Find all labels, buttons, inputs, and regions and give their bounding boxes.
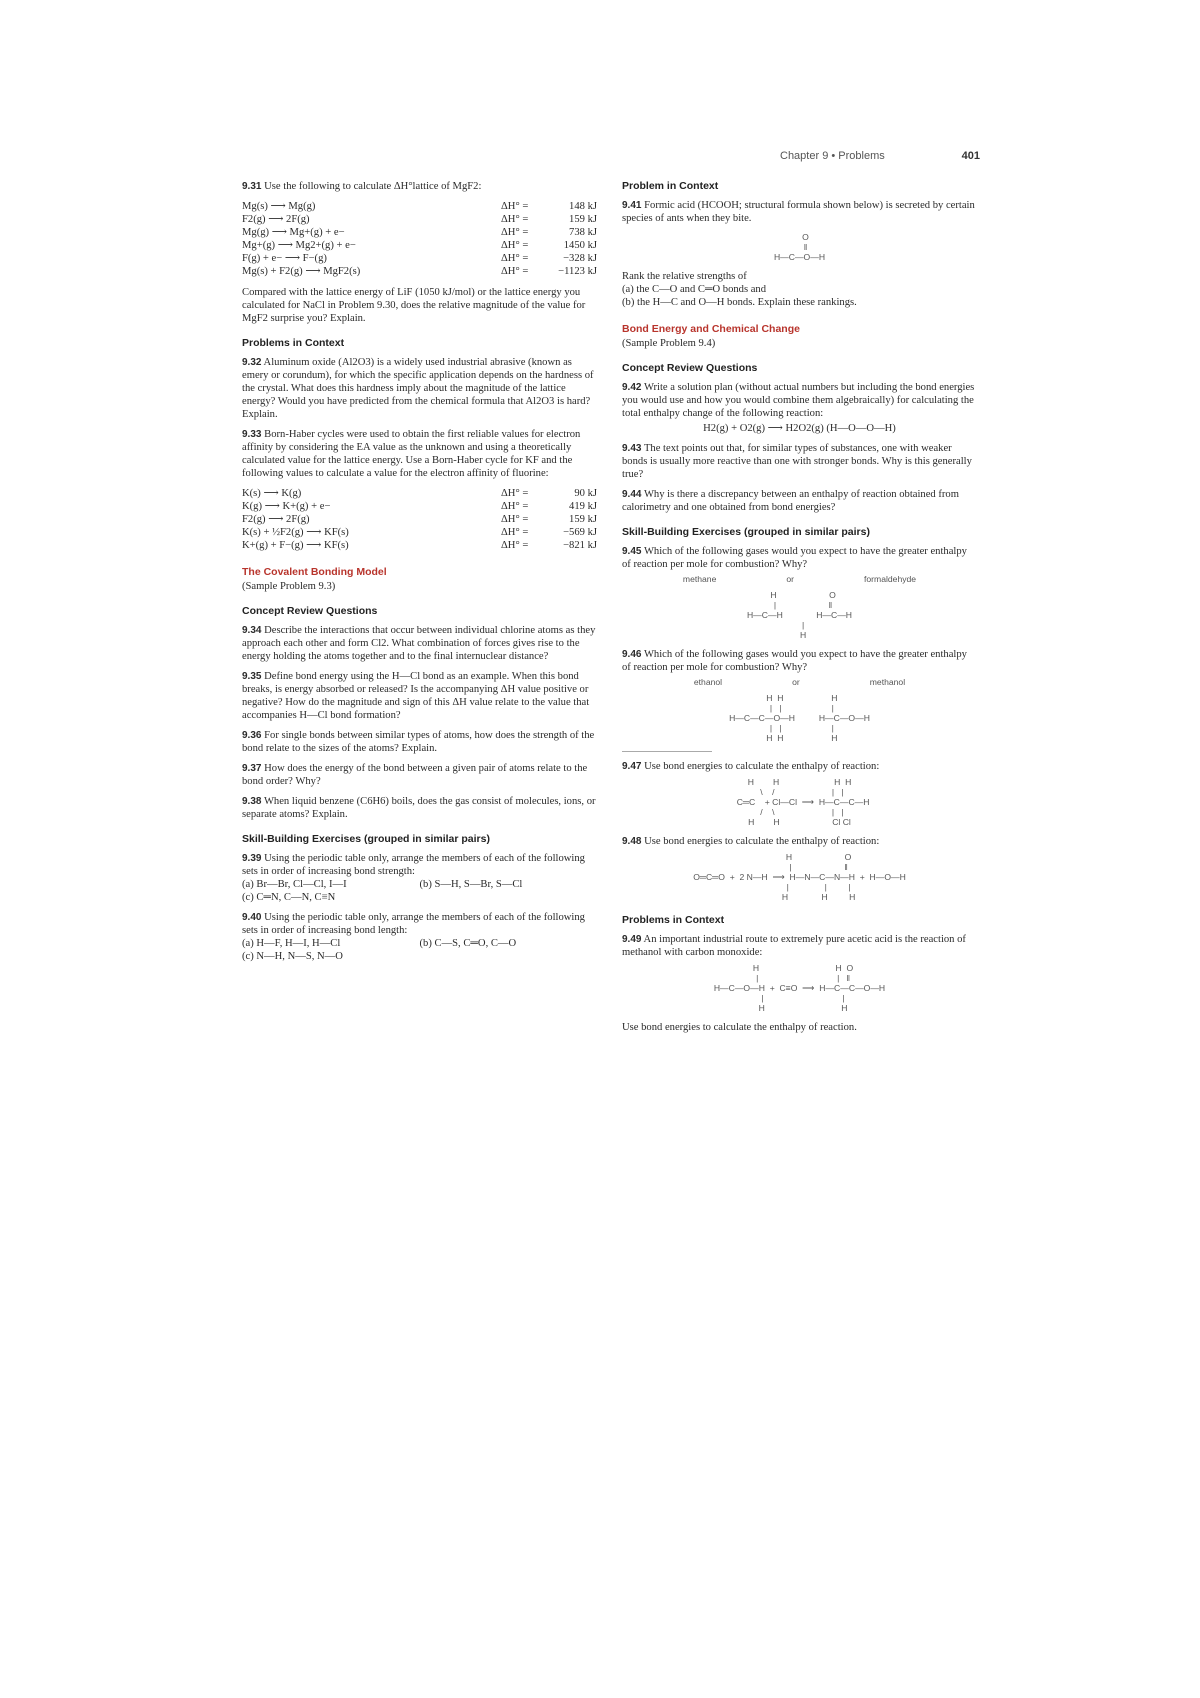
equation-row: K(s) + ½F2(g) ⟶ KF(s) ΔH° = −569 kJ [242, 527, 597, 538]
equation-9-42: H2(g) + O2(g) ⟶ H2O2(g) (H—O—O—H) [703, 423, 896, 434]
problem-9-42: 9.42 Write a solution plan (without actual numbers but including the bond energies you would use and how you would combine them algebraically) for calculating the total enthalpy change of the following reaction: [622, 382, 975, 419]
page-header [780, 150, 980, 162]
equation-row: Mg+(g) ⟶ Mg2+(g) + e− ΔH° = 1450 kJ [242, 240, 597, 251]
equation-row: Mg(g) ⟶ Mg+(g) + e− ΔH° = 738 kJ [242, 227, 597, 238]
section-heading: Skill-Building Exercises (grouped in similar pairs) [622, 526, 870, 538]
page-number: 401 [961, 150, 980, 162]
left-column [242, 180, 597, 963]
problem-9-32: 9.32 Aluminum oxide (Al2O3) is a widely used industrial abrasive (known as emery or corundum), for which the specific application depends on the hardness of the crystal. What does this hardness imply about the magnitude of the lattice energy? Would you have predicted from the chemical formula that Al2O3 is hard? Explain. [242, 357, 594, 420]
structure-labels: methane or formaldehyde [682, 574, 917, 584]
options-9-39: (a) Br—Br, Cl—Cl, I—I (b) S—H, S—Br, S—Cl (c) C═N, C—N, C≡N [242, 879, 523, 903]
reaction-9-47: H H H H \ / | | C═C + Cl—Cl ⟶ H—C—C—H / \ | | H H Cl Cl [736, 777, 870, 827]
equation-row: F2(g) ⟶ 2F(g) ΔH° = 159 kJ [242, 214, 597, 225]
problem-9-49-followup: Use bond energies to calculate the enthalpy of reaction. [622, 1022, 857, 1033]
section-heading: Problems in Context [622, 914, 725, 926]
problem-9-41: 9.41 Formic acid (HCOOH; structural formula shown below) is secreted by certain species of ants when they bite. [622, 200, 975, 224]
problem-9-39: 9.39 Using the periodic table only, arrange the members of each of the following sets in order of increasing bond strength: [242, 853, 585, 877]
problem-9-35: 9.35 Define bond energy using the H—Cl bond as an example. When this bond breaks, is energy absorbed or released? Is the accompanying ΔH value positive or negative? How do the magnitude and sign of this ΔH value relate to the value that accompanies H—Cl bond formation? [242, 671, 590, 721]
structure-labels: ethanol or methanol [693, 677, 906, 687]
divider [622, 751, 712, 752]
problem-9-37: 9.37 How does the energy of the bond between a given pair of atoms relate to the bond order? Why? [242, 763, 588, 787]
equation-table-9-33 [242, 487, 597, 552]
equation-row: Mg(s) + F2(g) ⟶ MgF2(s) ΔH° = −1123 kJ [242, 266, 597, 277]
problem-9-36: 9.36 For single bonds between similar types of atoms, how does the strength of the bond relate to the sizes of the atoms? Explain. [242, 730, 595, 754]
equation-table-9-31 [242, 200, 597, 278]
equation-row: K(g) ⟶ K+(g) + e− ΔH° = 419 kJ [242, 501, 597, 512]
methane-formaldehyde-structures: H O | ‖ H—C—H H—C—H | H [746, 590, 853, 640]
chapter-label: Chapter 9 • Problems [780, 150, 885, 162]
ethanol-methanol-structures: H H H | | | H—C—C—O—H H—C—O—H | | | H H H [729, 693, 870, 743]
equation-row: K+(g) + F−(g) ⟶ KF(s) ΔH° = −821 kJ [242, 540, 597, 551]
equation-row: F(g) + e− ⟶ F−(g) ΔH° = −328 kJ [242, 253, 597, 264]
problem-9-31-followup: Compared with the lattice energy of LiF (1050 kJ/mol) or the lattice energy you calculated for NaCl in Problem 9.30, does the relative magnitude of the value for MgF2 surprise you? Explain. [242, 287, 586, 324]
options-9-40: (a) H—F, H—I, H—Cl (b) C—S, C═O, C—O (c) N—H, N—S, N—O [242, 938, 517, 962]
section-heading: Concept Review Questions [622, 362, 758, 374]
section-title-red: Bond Energy and Chemical Change [622, 323, 800, 335]
equation-row: Mg(s) ⟶ Mg(g) ΔH° = 148 kJ [242, 201, 597, 212]
equation-row: K(s) ⟶ K(g) ΔH° = 90 kJ [242, 488, 597, 499]
problem-9-43: 9.43 The text points out that, for similar types of substances, one with weaker bonds is usually more reactive than one with stronger bonds. Why is this generally true? [622, 443, 972, 480]
reaction-9-48: H O | ‖ O═C═O + 2 N—H ⟶ H—N—C—N—H + H—O—H | | | H H H [693, 852, 906, 902]
problem-9-40: 9.40 Using the periodic table only, arrange the members of each of the following sets in order of increasing bond length: [242, 912, 585, 936]
problem-9-34: 9.34 Describe the interactions that occur between individual chlorine atoms as they approach each other and form Cl2. What combination of forces gives rise to the energy holding the atoms together and to the final internuclear distance? [242, 625, 596, 662]
problem-9-47: 9.47 Use bond energies to calculate the enthalpy of reaction: [622, 761, 880, 772]
problem-9-46: 9.46 Which of the following gases would you expect to have the greater enthalpy of reaction per mole for combustion? Why? [622, 649, 967, 673]
section-subtitle: (Sample Problem 9.4) [622, 338, 716, 349]
equation-row: F2(g) ⟶ 2F(g) ΔH° = 159 kJ [242, 514, 597, 525]
reaction-9-49: H H O | | ‖ H—C—O—H + C≡O ⟶ H—C—C—O—H | | H H [713, 963, 886, 1013]
problem-9-38: 9.38 When liquid benzene (C6H6) boils, does the gas consist of molecules, ions, or separate atoms? Explain. [242, 796, 596, 820]
problem-9-33: 9.33 Born-Haber cycles were used to obtain the first reliable values for electron affinity by considering the EA value as the unknown and using a theoretically calculated value for the lattice energy. Use a Born-Haber cycle for KF and the following values to calculate a value for the electron affinity of fluorine: [242, 429, 581, 479]
section-heading: Problems in Context [242, 337, 345, 349]
section-heading: Skill-Building Exercises (grouped in similar pairs) [242, 833, 490, 845]
right-column: Problem in Context 9.41 Formic acid (HCOOH; structural formula shown below) is secreted by certain species of ants when they bite. O ‖ H—C—O—H Rank the relative strengths of (a) the C—O and C═O bonds and (b) the H—C and O—H bonds. Explain these rankings. Bond Energy and Chemical Change (Sample Problem 9.4) Concept Review Questions 9.42 Write a solution plan (without actual numbers but including the bond energies you would use and how you would combine them algebraically) for calculating the total enthalpy change of the following reaction: H2(g) + O2(g) ⟶ H2O2(g) (H—O—O—H) 9.43 The text points out that, for similar types of substances, one with weaker bonds is usually more reactive than one with stronger bonds. Why is this generally true? 9.44 Why is there a discrepancy between an enthalpy of reaction obtained from calorimetry and one obtained from bond energies? Skill-Building Exercises (grouped in similar pairs) 9.45 Which of the following gases would you expect to have the greater enthalpy of reaction per mole for combustion? Why? methane or formaldehyde H O | ‖ H—C—H H—C—H | H 9.46 Which of the following gases would you expect to have the greater enthalpy of reaction per mole for combustion? Why? ethanol or methanol H H H | | | H—C—C—O—H H—C—O—H | | | H H H 9.47 Use bond energies to calculate the enthalpy of reaction: H H H H \ / | | C═C + Cl—Cl ⟶ H—C—C—H / \ | | H H Cl Cl 9.48 Use bond energies to calculate the enthalpy of reaction: H O | ‖ O═C═O + 2 N—H ⟶ H—N—C—N—H + H—O—H | | | H H H Problems in Context 9.49 An important industrial route to extremely pure acetic acid is the reaction of methanol with carbon monoxide: H H O | | ‖ H—C—O—H + C≡O ⟶ H—C—C—O—H | | H H Use bond energies to calculate the enthalpy of reaction. [622, 180, 977, 1041]
problem-9-49: 9.49 An important industrial route to extremely pure acetic acid is the reaction of methanol with carbon monoxide: [622, 934, 966, 958]
formic-acid-structure: O ‖ H—C—O—H [773, 232, 826, 262]
section-subtitle: (Sample Problem 9.3) [242, 581, 336, 592]
section-heading: Problem in Context [622, 180, 719, 192]
problem-9-45: 9.45 Which of the following gases would you expect to have the greater enthalpy of reaction per mole for combustion? Why? [622, 546, 967, 570]
problem-9-44: 9.44 Why is there a discrepancy between an enthalpy of reaction obtained from calorimetry and one obtained from bond energies? [622, 489, 959, 513]
problem-9-48: 9.48 Use bond energies to calculate the enthalpy of reaction: [622, 836, 880, 847]
problem-9-31: 9.31 Use the following to calculate ΔH°lattice of MgF2: [242, 181, 482, 192]
section-heading: Concept Review Questions [242, 605, 378, 617]
section-title-red: The Covalent Bonding Model [242, 566, 387, 578]
